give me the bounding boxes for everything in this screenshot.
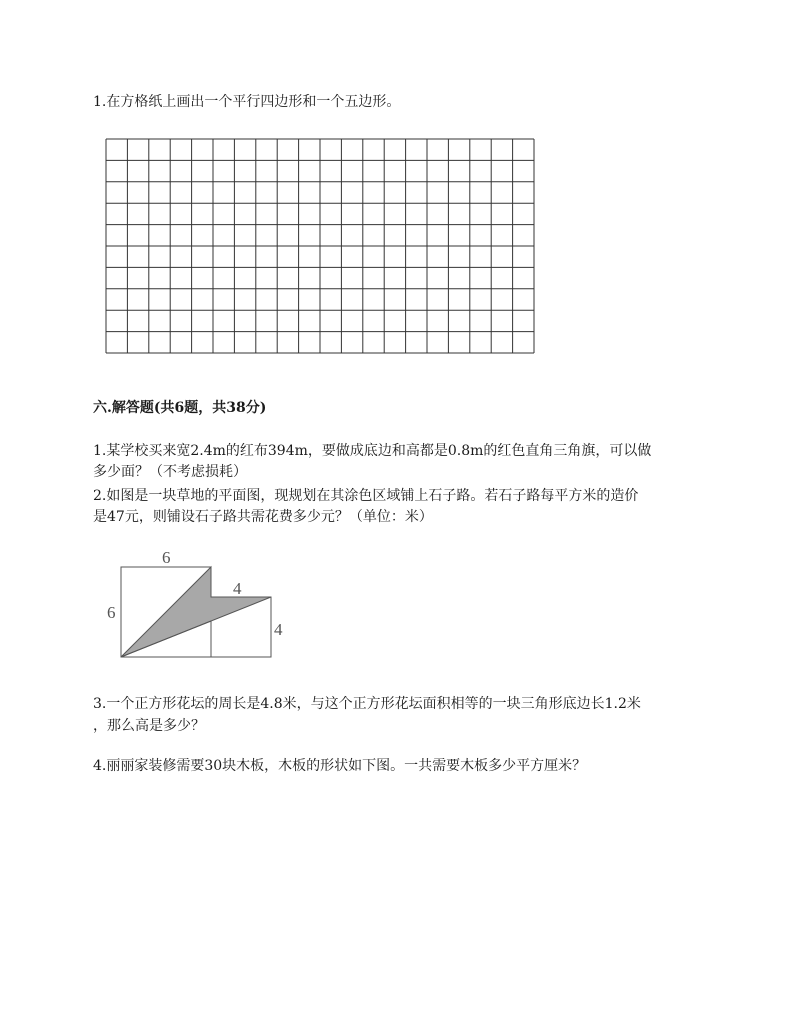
label-top: 6 xyxy=(162,548,171,567)
grid-question: 1.在方格纸上画出一个平行四边形和一个五边形。 xyxy=(93,94,401,110)
lawn-plan-svg xyxy=(104,544,284,664)
section-title: 六.解答题(共6题，共38分) xyxy=(93,400,267,416)
problem-2-line-2: 是47元，则铺设石子路共需花费多少元？（单位：米） xyxy=(93,509,433,525)
problem-1-line-2: 多少面？（不考虑损耗） xyxy=(93,464,247,480)
problem-3-line-1: 3.一个正方形花坛的周长是4.8米，与这个正方形花坛面积相等的一块三角形底边长1.2米 xyxy=(93,696,641,712)
problem-1-line-1: 1.某学校买来宽2.4m的红布394m，要做成底边和高都是0.8m的红色直角三角旗，可以做 xyxy=(93,443,652,459)
problem-2-line-1: 2.如图是一块草地的平面图，现规划在其涂色区域铺上石子路。若石子路每平方米的造价 xyxy=(93,488,639,504)
problem-4-line-1: 4.丽丽家装修需要30块木板，木板的形状如下图。一共需要木板多少平方厘米？ xyxy=(93,758,587,774)
label-right: 4 xyxy=(274,620,283,639)
label-mid: 4 xyxy=(233,579,242,598)
lawn-plan-figure xyxy=(104,544,284,668)
shaded-path-region xyxy=(121,567,271,657)
label-left: 6 xyxy=(107,603,116,622)
problem-3-line-2: ，那么高是多少？ xyxy=(93,718,205,734)
square-grid xyxy=(105,138,535,358)
